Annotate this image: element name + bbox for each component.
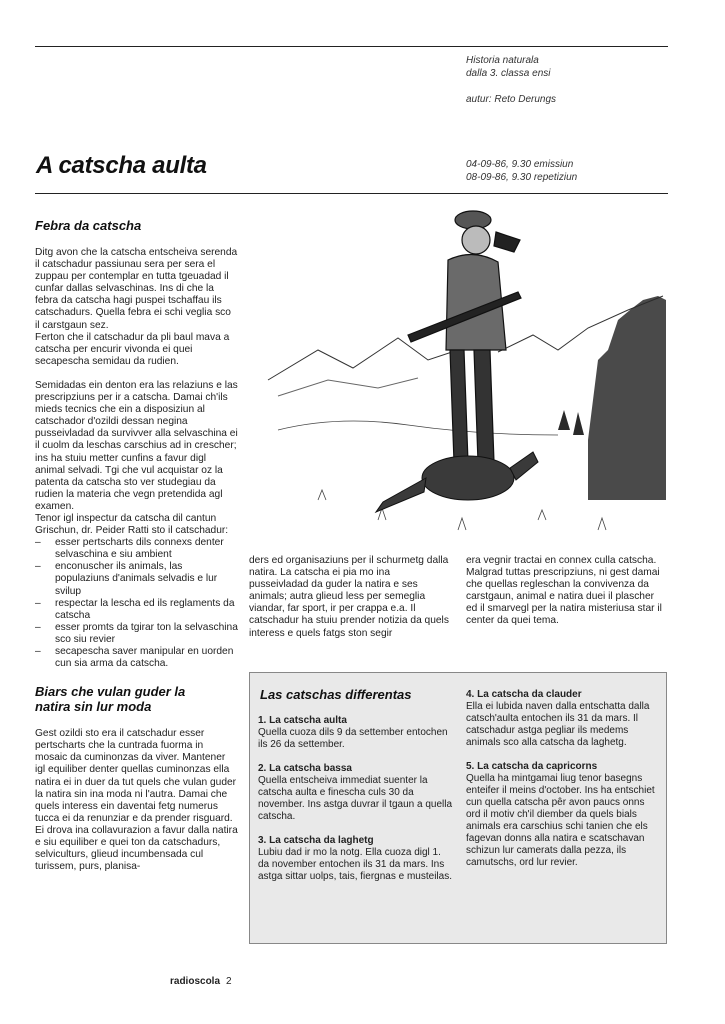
box-title: Las catschas differentas (260, 687, 412, 702)
box-item-heading: 3. La catscha da laghetg (258, 835, 374, 846)
paragraph: ders ed organisaziuns per il schurmetg dalla natira. La catscha ei pia mo ina pusseivladad da guder la natira e ses animals; autra glieud less per semeglia viandar, far sport, ir per crappa e.a. Il catschadur ha stuiu prender notizia da quels interess e quels fatgs ston segir (249, 555, 449, 639)
broadcast-date: 04-09-86, 9.30 emissiun (466, 159, 574, 170)
box-item (258, 835, 453, 883)
right-column (466, 555, 667, 640)
box-item-heading: 4. La catscha da clauder (466, 689, 582, 700)
paragraph: Ditg avon che la catscha entscheiva serenda il catschadur passiunau sera per sera el zuppau per contemplar en tutta tgeuadad il cunfar dallas selvaschinas. Ins di che la febra da catscha hagi puspei tschaffau ils catschadurs. Quella febra ei schi veglia sco il carstgaun sez. (35, 247, 238, 331)
hunter (408, 211, 521, 462)
box-item-heading: 5. La catscha da capricorns (466, 761, 598, 772)
box-right-column (466, 689, 661, 881)
box-item-heading: 2. La catscha bassa (258, 763, 352, 774)
paragraph: era vegnir tractai en connex culla catscha. Malgrad tuttas prescripziuns, ni gest damai che quellas regleschan la convivenza da carstgaun, animal e natira duei il plascher ed il smarvegl per la natira misteriusa star il center da quei tema. (466, 555, 662, 627)
page-footer (170, 976, 232, 987)
requirements-list (35, 537, 238, 670)
series-info (466, 54, 556, 106)
paragraph: Ferton che il catschadur da pli baul mava a catscha per encurir vivonda ei quei secapescha semidau da rudien. (35, 331, 230, 367)
box-item-text: Ella ei lubida naven dalla entschatta dalla catsch'aulta entochen ils 31 da mars. Il catschadur astga pegliar ils medems animals sco alla catscha da laghetg. (466, 701, 650, 748)
schedule-info (466, 158, 577, 184)
top-rule (35, 46, 668, 47)
list-item: – respectar la lescha ed ils reglaments da catscha (35, 598, 238, 622)
box-item-text: Quella entscheiva immediat suenter la catscha aulta e finescha culs 30 da november. Ins astga duvrar il tgaun a quella catscha. (258, 775, 453, 822)
list-item: – esser promts da tgirar ton la selvaschina sco siu revier (35, 622, 238, 646)
grade-label: dalla 3. classa ensi (466, 68, 551, 79)
hunter-illustration (258, 200, 668, 550)
box-left-column (258, 715, 453, 895)
list-item: – secapescha saver manipular en uorden cun sia arma da catscha. (35, 646, 238, 670)
box-item (466, 689, 661, 749)
box-item-text: Quella cuoza dils 9 da settember entochen ils 26 da settember. (258, 727, 448, 750)
publication-name: radioscola (170, 976, 221, 987)
paragraph: Tenor igl inspectur da catscha dil cantun Grischun, dr. Peider Ratti sto il catschadur: (35, 512, 229, 537)
chamois (376, 452, 538, 512)
left-column (35, 218, 238, 885)
paragraph: Gest ozildi sto era il catschadur esser pertscharts che la cuntrada fuorma in mosaic da cuminonzas da viver. Mantener igl equiliber denter quellas cuminonzas ella natira ei in duer da tut quels che vulan guder la natira sin ina moda ni l'autra. Damai che quels interess ein daventai fetg numerus tucca ei da renunziar e da prender risguard. Ei drova ina collavurazion a favur dalla natira e siu equiliber e quei ton da catschadurs, selviculturs, glieud incumbensada cul turissem, purs, planisa- (35, 728, 238, 873)
middle-column (249, 555, 452, 652)
box-item (466, 761, 661, 869)
repeat-date: 08-09-86, 9.30 repetiziun (466, 172, 578, 183)
author-label: autur: Reto Derungs (466, 94, 557, 105)
box-item-text: Quella ha mintgamai liug tenor basegns enteifer il meins d'october. Ins ha entschiet cun quella catscha pêr avon paucs onns ord il motiv ch'il diember da quels bials animals era carschius schi tanien che els fagevan donns alla natira e scatschavan schizun lur camerats dalla pezza, ils camutschs, ord lur revier. (466, 773, 655, 868)
section-heading-febra: Febra da catscha (35, 218, 142, 233)
page-title: A catscha aulta (36, 152, 207, 179)
box-item-heading: 1. La catscha aulta (258, 715, 347, 726)
list-item: – enconuscher ils animals, las populaziuns d'animals selvadis e lur svilup (35, 561, 238, 597)
section-heading-biars: Biars che vulan guder la natira sin lur moda (35, 684, 186, 715)
box-item (258, 763, 453, 823)
paragraph: Semidadas ein denton era las relaziuns e las prescripziuns per ir a catscha. Damai ch'ils mieds tecnics che ein a disposiziun al catschador d'ozildi dessan negina pusseivladad da survivver alla selvaschina ei il cuolm da leschas carschius ad in crescher; ins ha stuiu metter cunfins a favur digl animal selvadi. Tgi che vul acquistar oz la patenta da catscha sto ver studegiau da rudien la materia che vegn pretendida agl examen. (35, 379, 238, 512)
title-rule (35, 193, 668, 194)
forest (558, 296, 666, 500)
list-item: – esser pertscharts dils connexs denter selvaschina e siu ambient (35, 537, 238, 561)
hunt-types-box (249, 672, 667, 944)
box-item (258, 715, 453, 751)
series-label: Historia naturala (466, 55, 539, 66)
box-item-text: Lubiu dad ir mo la notg. Ella cuoza digl 1. da november entochen ils 31 da mars. Ins astga sittar uolps, tais, fiergnas e musteilas. (258, 847, 452, 882)
page-number: 2 (226, 976, 232, 987)
